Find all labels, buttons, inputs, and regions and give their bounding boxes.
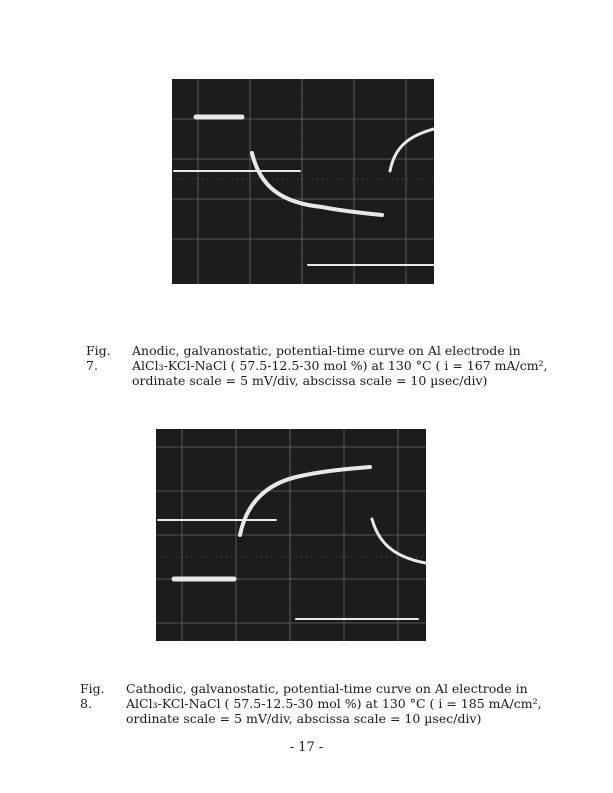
page-number: - 17 -	[289, 740, 324, 755]
figure-8-trace-svg	[156, 429, 426, 641]
figure-8-caption-line-2: AlCl₃-KCl-NaCl ( 57.5-12.5-30 mol %) at 130 °C ( i = 185 mA/cm²,	[126, 696, 542, 711]
figure-8-caption-line-1: Cathodic, galvanostatic, potential-time curve on Al electrode in	[126, 681, 528, 696]
figure-8-number: Fig. 8.	[80, 681, 105, 711]
figure-7-oscillogram	[172, 79, 434, 284]
figure-7-trace-svg	[172, 79, 434, 284]
figure-8-oscillogram	[156, 429, 426, 641]
figure-7-number: Fig. 7.	[86, 343, 111, 373]
figure-7-caption-line-2: AlCl₃-KCl-NaCl ( 57.5-12.5-30 mol %) at 130 °C ( i = 167 mA/cm²,	[132, 358, 548, 373]
figure-7-caption-line-3: ordinate scale = 5 mV/div, abscissa scale = 10 µsec/div)	[132, 373, 488, 388]
figure-7-caption-line-1: Anodic, galvanostatic, potential-time curve on Al electrode in	[132, 343, 521, 358]
figure-8-caption-line-3: ordinate scale = 5 mV/div, abscissa scale = 10 µsec/div)	[126, 711, 482, 726]
